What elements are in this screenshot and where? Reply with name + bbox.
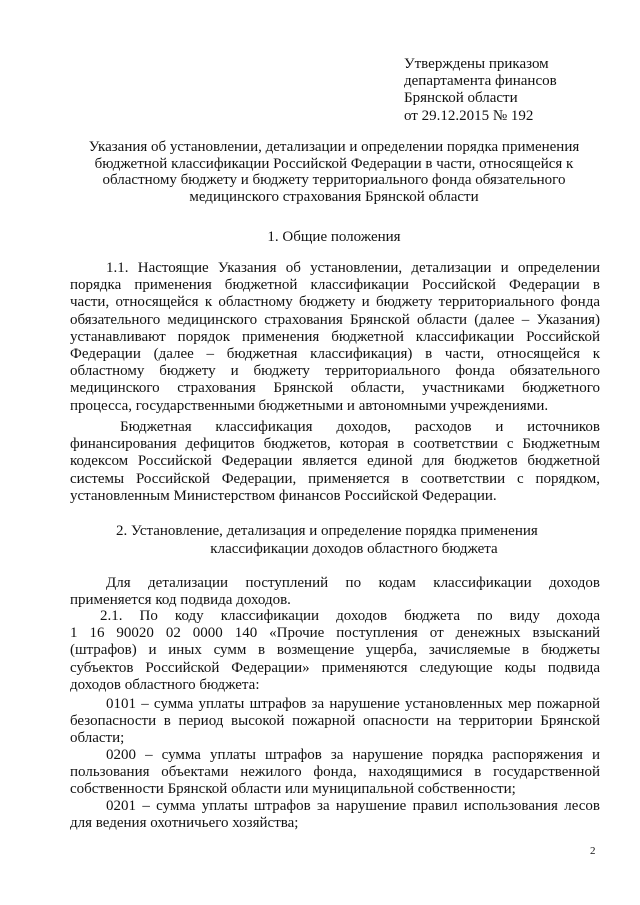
text-line: процесса, государственными бюджетными и автономными учреждениями. (70, 397, 549, 414)
title-line: областному бюджету и бюджету территориального фонда обязательного (102, 172, 566, 189)
approval-line: департамента финансов (404, 73, 557, 90)
text-line: Бюджетная классификация доходов, расходов и источников (120, 419, 600, 435)
text-line: 1.1. Настоящие Указания об установлении, детализации и определении (106, 260, 600, 276)
heading-line: 2. Установление, детализация и определение порядка применения (116, 523, 538, 539)
document-title (64, 139, 604, 205)
code-0201 (70, 798, 600, 832)
text-line: кодексом Российской Федерации является единой для бюджетов бюджетной (70, 453, 600, 470)
text-line: порядка применения бюджетной классификации Российской Федерации в (70, 277, 600, 294)
code-0200 (70, 747, 600, 799)
approval-stamp (404, 56, 634, 125)
title-line: бюджетной классификации Российской Федерации в части, относящейся к (94, 155, 574, 172)
title-line: медицинского страхования Брянской области (189, 188, 479, 205)
page-number: 2 (590, 845, 596, 857)
text-line: медицинского страхования Брянской области, участниками бюджетного (70, 380, 600, 397)
text-line: для ведения охотничьего хозяйства; (70, 815, 299, 832)
text-line: 0201 – сумма уплаты штрафов за нарушение правил использования лесов (106, 798, 600, 814)
text-line: Для детализации поступлений по кодам классификации доходов (106, 575, 600, 591)
text-line: финансирования дефицитов бюджетов, которая в соответствии с Бюджетным (70, 436, 600, 453)
section-heading: 1. Общие положения (267, 229, 401, 245)
heading-line: классификации доходов областного бюджета (210, 541, 498, 557)
text-line: 0101 – сумма уплаты штрафов за нарушение установленных мер пожарной (106, 696, 600, 712)
text-line: Федерации (далее – бюджетная классификация) в части, относящейся к (70, 346, 600, 363)
text-line: 0200 – сумма уплаты штрафов за нарушение порядка распоряжения и (106, 747, 600, 763)
approval-line: Утверждены приказом (404, 56, 549, 72)
text-line: пользования объектами нежилого фонда, находящимися в государственной (70, 764, 600, 781)
section-heading-2 (64, 522, 604, 558)
approval-line: Брянской области (404, 90, 518, 107)
text-line: устанавливают порядок применения бюджетной классификации Российской (70, 328, 600, 345)
text-line: системы Российской Федерации, применяется в соответствии с порядком, (70, 470, 600, 487)
text-line: применяется код подвида доходов. (70, 592, 291, 609)
text-line: субъектов Российской Федерации» применяются следующие коды подвида (70, 659, 600, 676)
text-line: части, относящейся к областному бюджету и бюджету территориального фонда (70, 294, 600, 311)
text-line: обязательного медицинского страхования Брянской области (далее – Указания) (70, 311, 600, 328)
paragraph-2-1 (70, 608, 600, 694)
paragraph-detail (70, 575, 600, 609)
text-line: доходов областного бюджета: (70, 676, 260, 693)
paragraph-1-1 (70, 260, 600, 415)
text-line: области; (70, 730, 125, 747)
text-line: областному бюджету и бюджету территориального фонда обязательного (70, 363, 600, 380)
title-line: Указания об установлении, детализации и определении порядка применения (88, 139, 580, 155)
code-0101 (70, 696, 600, 748)
text-line: 1 16 90020 02 0000 140 «Прочие поступления от денежных взысканий (70, 625, 600, 642)
text-line: 2.1. По коду классификации доходов бюджета по виду дохода (100, 608, 600, 624)
text-line: (штрафов) и иных сумм в возмещение ущерба, зачисляемые в бюджеты (70, 642, 600, 659)
paragraph-classification (70, 419, 600, 505)
text-line: безопасности в период высокой пожарной опасности на территории Брянской (70, 713, 600, 730)
text-line: установленным Министерством финансов Российской Федерации. (70, 487, 497, 504)
text-line: собственности Брянской области или муниципальной собственности; (70, 781, 516, 798)
approval-line: от 29.12.2015 № 192 (404, 107, 534, 124)
